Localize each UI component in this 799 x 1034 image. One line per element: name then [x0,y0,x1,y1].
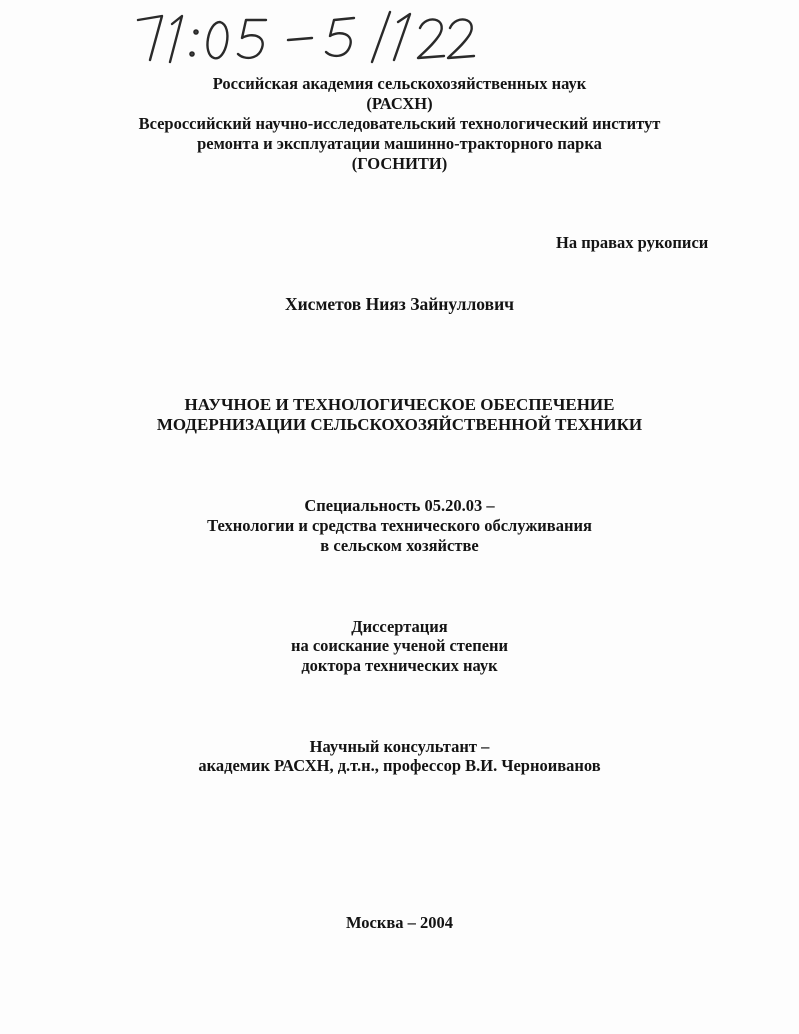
institute-name-line1: Всероссийский научно-исследовательский технологический институт [138,114,661,133]
handwritten-inventory-number [128,4,488,66]
consultant-name: академик РАСХН, д.т.н., профессор В.И. Черноиванов [198,756,601,775]
specialty-line1: Специальность 05.20.03 – [304,496,495,515]
thesis-title-line1: НАУЧНОЕ И ТЕХНОЛОГИЧЕСКОЕ ОБЕСПЕЧЕНИЕ [184,395,615,414]
academy-name: Российская академия сельскохозяйственных наук [212,74,587,93]
institute-abbreviation: (ГОСНИТИ) [351,154,448,173]
city-year: Москва – 2004 [345,913,454,932]
manuscript-note: На правах рукописи [556,233,709,252]
thesis-title-line2: МОДЕРНИЗАЦИИ СЕЛЬСКОХОЗЯЙСТВЕННОЙ ТЕХНИКИ [156,415,643,434]
dissertation-degree-line1: на соискание ученой степени [290,636,509,655]
consultant-label: Научный консультант – [309,737,490,756]
specialty-line3: в сельском хозяйстве [320,536,479,555]
academy-abbreviation: (РАСХН) [366,94,433,113]
dissertation-label: Диссертация [351,617,448,636]
author-name: Хисметов Нияз Зайнуллович [284,294,515,314]
specialty-line2: Технологии и средства технического обслуживания [207,516,592,535]
institute-name-line2: ремонта и эксплуатации машинно-тракторного парка [197,134,602,153]
dissertation-degree-line2: доктора технических наук [301,656,498,675]
